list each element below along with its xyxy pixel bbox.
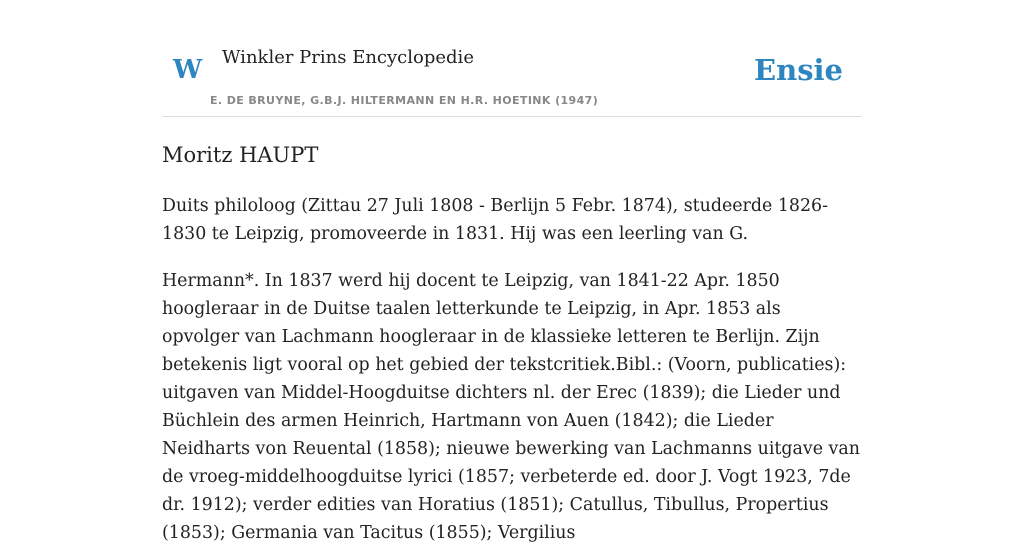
encyclopedia-authors: E. DE BRUYNE, G.B.J. HILTERMANN EN H.R. HOETINK (1947) (210, 94, 599, 107)
header (162, 0, 862, 117)
article-paragraph: Hermann*. In 1837 werd hij docent te Leipzig, van 1841-22 Apr. 1850 hoogleraar in de Duitse taalen letterkunde te Leipzig, in Apr. 1853 als opvolger van Lachmann hoogleraar in de klassieke letteren te Berlijn. Zijn betekenis ligt vooral op het gebied der tekstcritiek.Bibl.: (Voorn, publicaties): uitgaven van Middel-Hoogduitse dichters nl. der Erec (1839); die Lieder und Büchlein des armen Heinrich, Hartmann von Auen (1842); die Lieder Neidharts von Reuental (1858); nieuwe bewerking van Lachmanns uitgave van de vroeg-middelhoogduitse lyrici (1857; verbeterde ed. door J. Vogt 1923, 7de dr. 1912); verder edities van Horatius (1851); Catullus, Tibullus, Propertius (1853); Germania van Tacitus (1855); Vergilius (162, 271, 860, 543)
encyclopedia-logo-icon[interactable]: W (173, 55, 203, 85)
page (162, 0, 862, 543)
encyclopedia-title[interactable]: Winkler Prins Encyclopedie (222, 47, 474, 68)
article-title: Moritz HAUPT (162, 143, 319, 167)
article-paragraph: Duits philoloog (Zittau 27 Juli 1808 - Berlijn 5 Febr. 1874), studeerde 1826-1830 te Leipzig, promoveerde in 1831. Hij was een leerling van G. (162, 196, 828, 244)
ensie-logo-link[interactable]: Ensie (754, 53, 843, 87)
